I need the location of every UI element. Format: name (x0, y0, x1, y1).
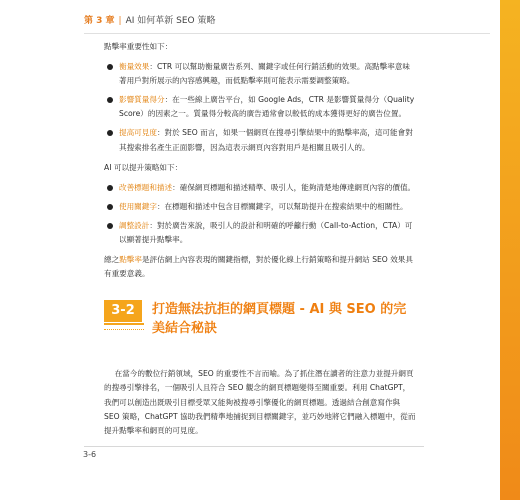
chapter-edge-bar (500, 0, 520, 500)
list-term: 提高可見度 (119, 128, 157, 138)
list-term: 影響質量得分 (119, 95, 165, 105)
chapter-title: AI 如何革新 SEO 策略 (125, 16, 216, 26)
bullet-icon (107, 185, 113, 191)
intro-paragraph-1: 點擊率重要性如下： (104, 42, 173, 51)
bullet-icon (107, 223, 113, 229)
list-text: ：在一些線上廣告平台，如 Google Ads，CTR 是影響質量得分（Quality Score）的因素之一。質量得分較高的廣告通常會以較低的成本獲得更好的廣告位置。 (119, 95, 415, 119)
page-footer (84, 440, 424, 464)
list-term: 衡量效果 (119, 62, 150, 72)
section-dotted-rule (104, 329, 144, 330)
list-item (104, 219, 416, 247)
summary-before: 總之 (104, 255, 120, 265)
list-item (104, 181, 416, 195)
list-term: 使用關鍵字 (119, 201, 157, 211)
list-term: 調整設計 (119, 220, 150, 230)
running-header (84, 13, 490, 34)
bullet-icon (107, 97, 113, 103)
list-term: 改善標題和描述 (119, 182, 173, 192)
section-rule (104, 323, 144, 325)
bullet-icon (107, 64, 113, 70)
list-text: ：對於 SEO 而言，如果一個網頁在搜尋引擎結果中的點擊率高，這可能會對其搜索排名產生正面影響，因為這表示網頁內容對用戶是相關且吸引人的。 (119, 128, 413, 152)
section-body-paragraph: 在當今的數位行銷領域，SEO 的重要性不言而喻。為了抓住潛在讀者的注意力並提升網頁的搜尋引擎排名，一個吸引人且符合 SEO 觀念的網頁標題變得至關重要。利用 ChatGPT，我們可以創造出既吸引目標受眾又能夠被搜尋引擎優化的網頁標題。透過結合創意寫作與 SEO 策略，ChatGPT 協助我們精準地捕捉到目標關鍵字，並巧妙地將它們融入標題中，從而提升點擊率和網頁的可見度。 (104, 369, 416, 435)
bullet-icon (107, 130, 113, 136)
section-number-badge: 3-2 (104, 300, 142, 322)
importance-list (104, 60, 416, 155)
list-text: ：CTR 可以幫助衡量廣告系列、關鍵字或任何行銷活動的效果。高點擊率意味著用戶對所展示的內容感興趣，而低點擊率則可能表示需要調整策略。 (119, 62, 411, 86)
strategy-list (104, 181, 416, 247)
summary-paragraph (104, 253, 416, 281)
footer-rule (84, 446, 424, 447)
list-text: ：確保網頁標題和描述精準、吸引人，能夠清楚地傳達網頁內容的價值。 (172, 182, 416, 192)
section-title: 打造無法抗拒的網頁標題 - AI 與 SEO 的完美結合秘訣 (152, 302, 407, 337)
page-number: 3-6 (83, 450, 97, 459)
section-heading (104, 299, 416, 353)
list-item (104, 60, 416, 88)
list-text: ：在標題和描述中包含目標關鍵字，可以幫助提升在搜索結果中的相關性。 (156, 201, 408, 211)
header-separator: | (118, 16, 122, 26)
list-text: ：對於廣告來說，吸引人的設計和明確的呼籲行動（Call-to-Action，CTA）可以顯著提升點擊率。 (119, 220, 413, 245)
bullet-icon (107, 204, 113, 210)
list-item (104, 126, 416, 154)
chapter-label: 第 3 章 (84, 16, 115, 26)
list-item (104, 93, 416, 121)
intro-paragraph-2: AI 可以提升策略如下： (104, 162, 183, 172)
summary-highlight: 點擊率 (119, 255, 142, 265)
list-item (104, 200, 416, 214)
page-content (104, 40, 416, 444)
summary-after: 是評估網上內容表現的關鍵指標，對於優化線上行銷策略和提升網站 SEO 效果具有重要意義。 (104, 255, 413, 279)
